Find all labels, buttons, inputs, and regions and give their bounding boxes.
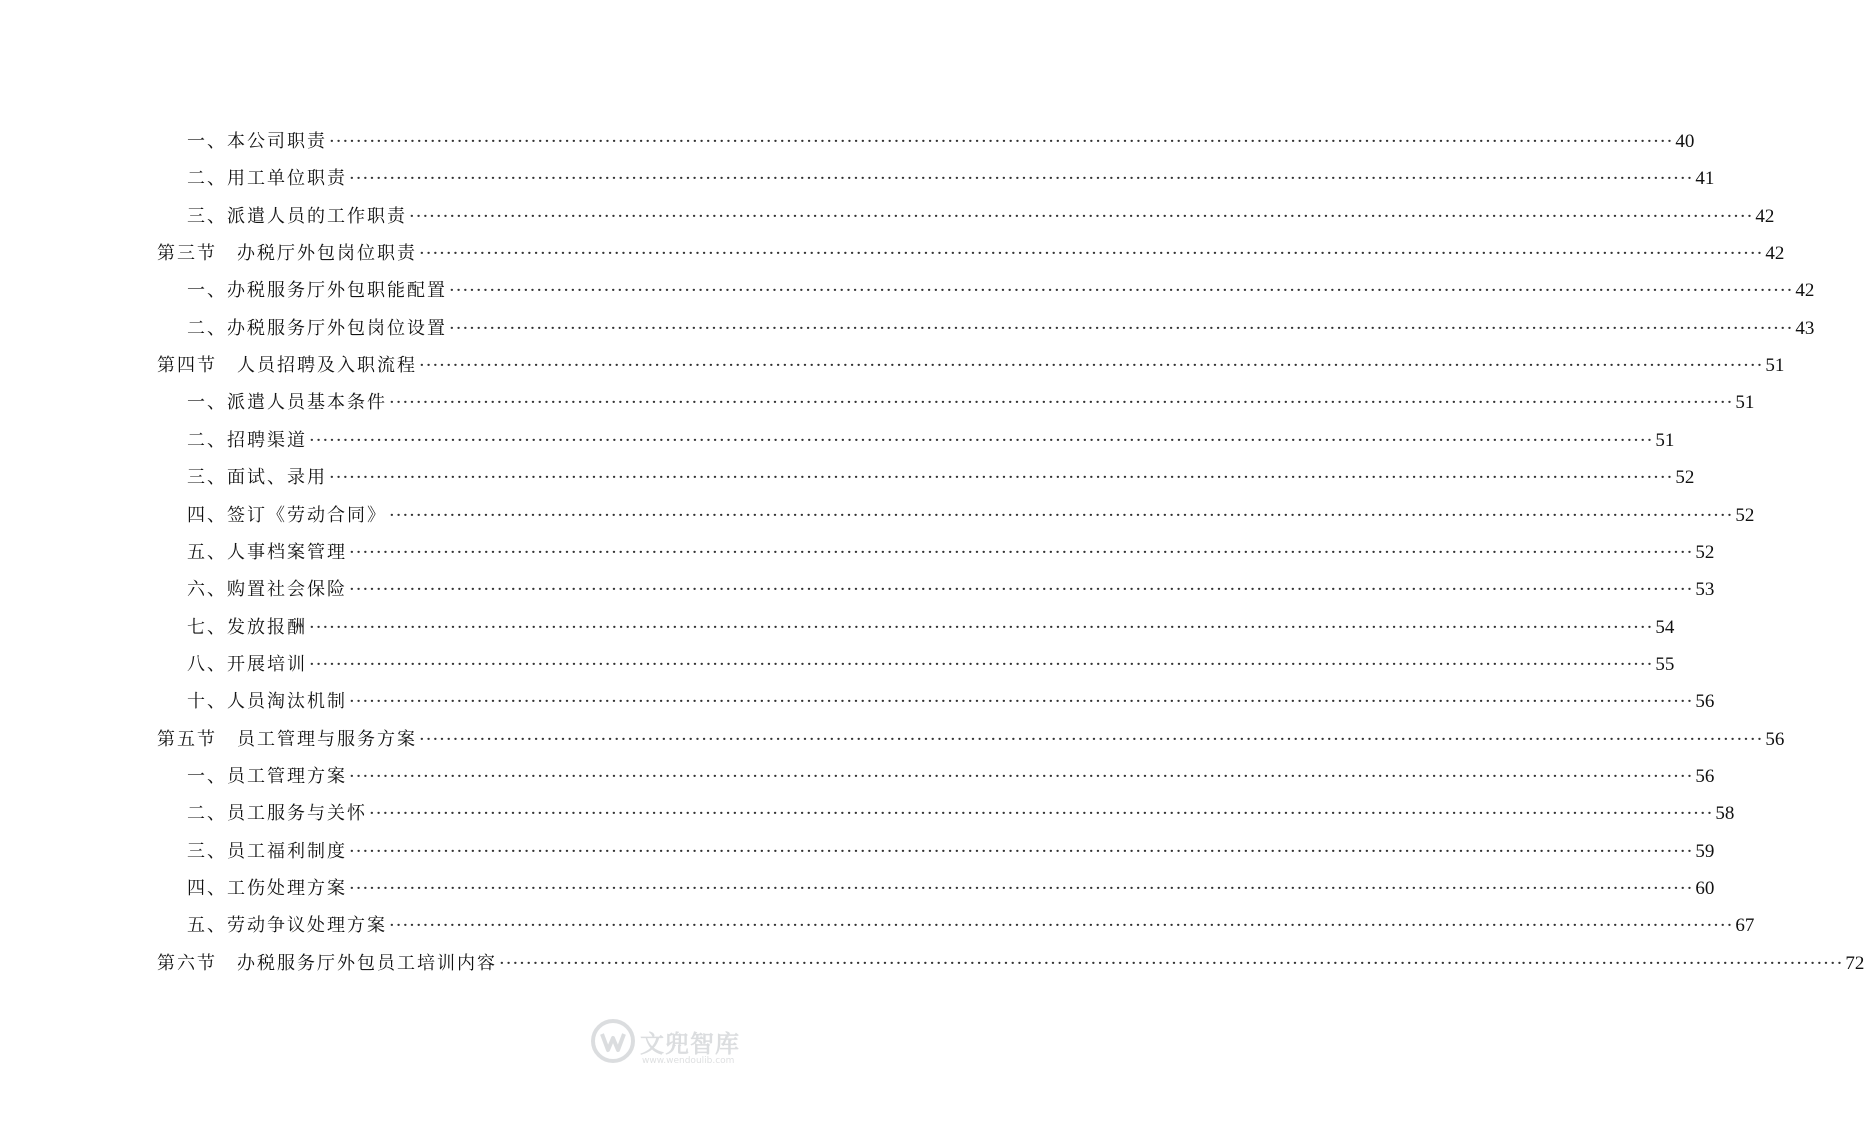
toc-entry[interactable] (0, 949, 1864, 979)
toc-entry-title: 第四节 人员招聘及入职流程 (157, 355, 417, 377)
toc-entry[interactable] (0, 501, 1755, 531)
toc-entry-title: 十、人员淘汰机制 (187, 691, 347, 713)
toc-entry-title: 五、人事档案管理 (187, 541, 347, 563)
toc-dot-leader: ········································································································································································································ (449, 317, 1794, 339)
toc-entry-title: 二、招聘渠道 (187, 429, 307, 451)
toc-entry[interactable] (0, 351, 1785, 381)
toc-entry-title: 二、用工单位职责 (187, 168, 347, 190)
toc-entry-title: 四、签订《劳动合同》 (187, 504, 387, 526)
toc-entry-page: 42 (1795, 280, 1815, 302)
toc-entry-page: 51 (1735, 392, 1755, 414)
toc-entry-page: 52 (1695, 541, 1715, 563)
toc-entry-page: 67 (1735, 915, 1755, 937)
toc-entry[interactable] (0, 276, 1815, 306)
toc-entry-page: 56 (1695, 765, 1715, 787)
toc-dot-leader: ········································································································································································································ (309, 653, 1654, 675)
toc-entry-page: 59 (1695, 840, 1715, 862)
toc-entry[interactable] (0, 575, 1715, 605)
toc-entry-page: 54 (1655, 616, 1675, 638)
toc-entry[interactable] (0, 239, 1785, 269)
toc-dot-leader: ········································································································································································································ (419, 728, 1764, 750)
toc-entry-page: 72 (1845, 952, 1864, 974)
toc-dot-leader: ········································································································································································································ (389, 504, 1734, 526)
toc-dot-leader: ········································································································································································································ (349, 541, 1694, 563)
toc-entry-page: 53 (1695, 579, 1715, 601)
toc-dot-leader: ········································································································································································································ (309, 429, 1654, 451)
toc-entry-page: 42 (1765, 243, 1785, 265)
toc-entry-page: 41 (1695, 168, 1715, 190)
toc-dot-leader: ········································································································································································································ (349, 840, 1694, 862)
toc-entry-title: 第五节 员工管理与服务方案 (157, 728, 417, 750)
toc-entry-page: 55 (1655, 653, 1675, 675)
toc-dot-leader: ········································································································································································································ (309, 616, 1654, 638)
toc-entry-page: 40 (1675, 131, 1695, 152)
watermark-brand: 文兜智库 (640, 1030, 740, 1058)
toc-entry[interactable] (0, 762, 1715, 792)
toc-entry[interactable] (0, 613, 1675, 643)
toc-entry-title: 三、派遣人员的工作职责 (187, 205, 407, 227)
toc-entry-title: 七、发放报酬 (187, 616, 307, 638)
toc-entry[interactable] (0, 164, 1715, 194)
toc-entry-title: 二、办税服务厅外包岗位设置 (187, 317, 447, 339)
toc-dot-leader: ········································································································································································································ (349, 168, 1694, 190)
toc-entry-title: 八、开展培训 (187, 653, 307, 675)
toc-entry[interactable] (0, 874, 1715, 904)
toc-dot-leader: ········································································································································································································ (349, 691, 1694, 713)
toc-dot-leader: ········································································································································································································ (349, 878, 1694, 899)
toc-entry-title: 一、办税服务厅外包职能配置 (187, 280, 447, 302)
toc-entry-page: 52 (1675, 467, 1695, 489)
toc-entry[interactable] (0, 127, 1695, 157)
toc-entry-page: 52 (1735, 504, 1755, 526)
toc-entry[interactable] (0, 314, 1815, 344)
toc-entry-title: 三、面试、录用 (187, 467, 327, 489)
toc-dot-leader: ········································································································································································································ (409, 205, 1754, 227)
watermark-url: www.wendoulib.com (642, 1056, 735, 1066)
toc-entry[interactable] (0, 426, 1675, 456)
toc-entry[interactable] (0, 538, 1715, 568)
watermark (590, 1018, 780, 1078)
toc-entry[interactable] (0, 799, 1735, 829)
toc-entry-page: 58 (1715, 803, 1735, 825)
toc-entry-title: 一、员工管理方案 (187, 765, 347, 787)
toc-dot-leader: ········································································································································································································ (329, 131, 1674, 152)
toc-dot-leader: ········································································································································································································ (349, 579, 1694, 601)
toc-entry-title: 一、本公司职责 (187, 131, 327, 152)
toc-entry-title: 三、员工福利制度 (187, 840, 347, 862)
toc-entry-page: 60 (1695, 878, 1715, 899)
toc-entry-title: 一、派遣人员基本条件 (187, 392, 387, 414)
toc-entry[interactable] (0, 837, 1715, 867)
toc-dot-leader: ········································································································································································································ (369, 803, 1714, 825)
toc-entry-page: 42 (1755, 205, 1775, 227)
toc-entry-page: 56 (1695, 691, 1715, 713)
toc-dot-leader: ········································································································································································································ (449, 280, 1794, 302)
toc-entry-title: 六、购置社会保险 (187, 579, 347, 601)
toc-entry[interactable] (0, 687, 1715, 717)
toc-entry-page: 51 (1655, 429, 1675, 451)
toc-dot-leader: ········································································································································································································ (389, 915, 1734, 937)
toc-entry[interactable] (0, 463, 1695, 493)
toc-dot-leader: ········································································································································································································ (389, 392, 1734, 414)
toc-dot-leader: ········································································································································································································ (329, 467, 1674, 489)
toc-entry[interactable] (0, 911, 1755, 941)
toc-entry[interactable] (0, 650, 1675, 680)
toc-dot-leader: ········································································································································································································ (499, 952, 1844, 974)
toc-entry[interactable] (0, 725, 1785, 755)
toc-entry-page: 43 (1795, 317, 1815, 339)
toc-entry-title: 二、员工服务与关怀 (187, 803, 367, 825)
toc-dot-leader: ········································································································································································································ (419, 355, 1764, 377)
toc-entry-title: 第六节 办税服务厅外包员工培训内容 (157, 952, 497, 974)
toc-entry-page: 56 (1765, 728, 1785, 750)
toc-entry-page: 51 (1765, 355, 1785, 377)
toc-entry[interactable] (0, 202, 1775, 232)
toc-entry-title: 四、工伤处理方案 (187, 878, 347, 899)
wendou-logo-icon (590, 1018, 636, 1064)
toc-dot-leader: ········································································································································································································ (349, 765, 1694, 787)
toc-entry-title: 第三节 办税厅外包岗位职责 (157, 243, 417, 265)
toc-entry[interactable] (0, 388, 1755, 418)
toc-entry-title: 五、劳动争议处理方案 (187, 915, 387, 937)
toc-dot-leader: ········································································································································································································ (419, 243, 1764, 265)
